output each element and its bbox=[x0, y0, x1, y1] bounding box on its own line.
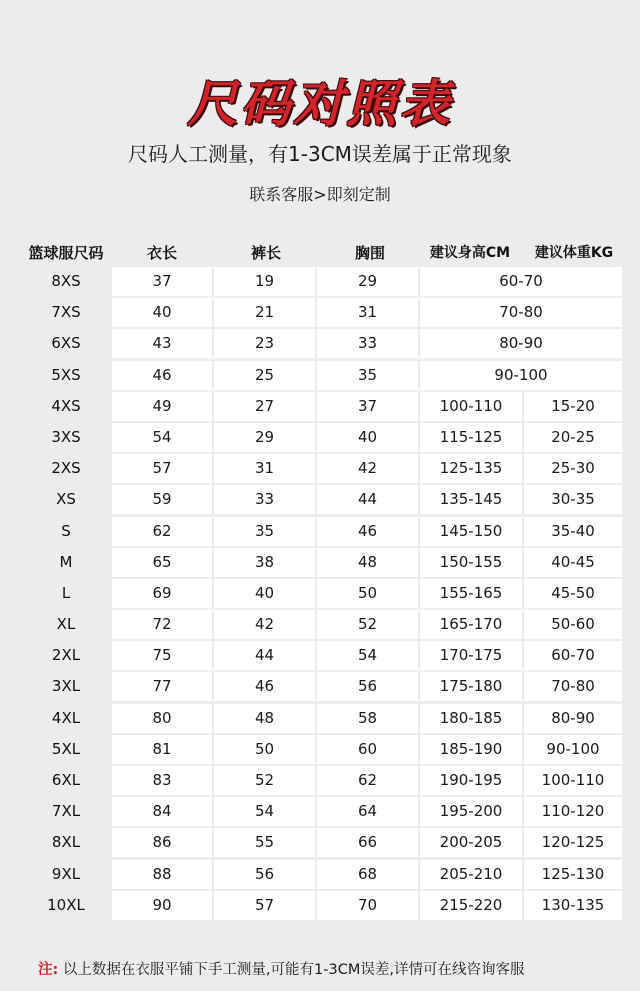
cell-pants-length: 50 bbox=[214, 735, 315, 764]
table-row bbox=[20, 548, 622, 579]
cell-weight: 130-135 bbox=[524, 891, 622, 920]
cell-chest: 70 bbox=[317, 891, 418, 920]
row-size: 2XL bbox=[51, 646, 81, 665]
cell-chest: 37 bbox=[317, 392, 418, 421]
cell-pants-length: 56 bbox=[214, 860, 315, 889]
cell-weight: 35-40 bbox=[524, 517, 622, 546]
cell-top-length: 84 bbox=[112, 797, 212, 826]
cell-height: 165-170 bbox=[420, 610, 522, 639]
cell-chest: 52 bbox=[317, 610, 418, 639]
cell-height: 215-220 bbox=[420, 891, 522, 920]
cell-weight: 60-70 bbox=[524, 641, 622, 670]
cell-weight: 40-45 bbox=[524, 548, 622, 577]
cell-pants-length: 33 bbox=[214, 485, 315, 514]
cell-pants-length: 40 bbox=[214, 579, 315, 608]
cell-weight: 80-90 bbox=[524, 704, 622, 733]
table-row bbox=[20, 485, 622, 516]
cell-pants-length: 42 bbox=[214, 610, 315, 639]
cell-top-length: 37 bbox=[112, 267, 212, 296]
cell-pants-length: 31 bbox=[214, 454, 315, 483]
cell-top-length: 90 bbox=[112, 891, 212, 920]
cell-chest: 62 bbox=[317, 766, 418, 795]
cell-chest: 56 bbox=[317, 672, 418, 701]
cell-height: 80-90 bbox=[420, 329, 622, 358]
row-size: 2XS bbox=[51, 459, 81, 478]
cell-height: 195-200 bbox=[420, 797, 522, 826]
cell-top-length: 46 bbox=[112, 361, 212, 390]
row-size: 10XL bbox=[47, 895, 85, 914]
table-row bbox=[20, 797, 622, 828]
table-row bbox=[20, 329, 622, 360]
cell-height: 155-165 bbox=[420, 579, 522, 608]
cell-weight: 25-30 bbox=[524, 454, 622, 483]
cell-top-length: 62 bbox=[112, 517, 212, 546]
table-row bbox=[20, 454, 622, 485]
header-size: 篮球服尺码 bbox=[28, 244, 104, 262]
cell-height: 60-70 bbox=[420, 267, 622, 296]
cell-top-length: 86 bbox=[112, 828, 212, 857]
row-size: 8XL bbox=[51, 833, 81, 852]
cell-chest: 33 bbox=[317, 329, 418, 358]
row-size: 7XL bbox=[51, 802, 81, 821]
cell-top-length: 69 bbox=[112, 579, 212, 608]
cell-chest: 44 bbox=[317, 485, 418, 514]
cell-height: 205-210 bbox=[420, 860, 522, 889]
cell-height: 150-155 bbox=[420, 548, 522, 577]
row-size: L bbox=[61, 583, 71, 602]
cell-weight: 20-25 bbox=[524, 423, 622, 452]
table-row bbox=[20, 579, 622, 610]
cell-weight: 15-20 bbox=[524, 392, 622, 421]
header-height: 建议身高CM bbox=[429, 245, 511, 261]
cell-pants-length: 35 bbox=[214, 517, 315, 546]
row-size: 5XS bbox=[51, 365, 81, 384]
header-chest: 胸围 bbox=[354, 244, 385, 262]
table-row bbox=[20, 610, 622, 641]
row-size: S bbox=[61, 521, 71, 540]
cell-top-length: 75 bbox=[112, 641, 212, 670]
table-row bbox=[20, 828, 622, 859]
row-size: 6XL bbox=[51, 771, 81, 789]
table-row bbox=[20, 672, 622, 703]
cell-pants-length: 23 bbox=[214, 329, 315, 358]
cell-pants-length: 21 bbox=[214, 298, 315, 327]
cell-chest: 40 bbox=[317, 423, 418, 452]
table-row bbox=[20, 423, 622, 454]
row-size: XS bbox=[56, 490, 76, 509]
cell-pants-length: 52 bbox=[214, 766, 315, 795]
cell-height: 70-80 bbox=[420, 298, 622, 327]
table-header-row bbox=[20, 237, 622, 267]
cell-top-length: 43 bbox=[112, 329, 212, 358]
row-size: 3XL bbox=[51, 677, 81, 696]
cell-height: 180-185 bbox=[420, 704, 522, 733]
cell-top-length: 77 bbox=[112, 672, 212, 701]
cell-height: 125-135 bbox=[420, 454, 522, 483]
row-size: 4XL bbox=[51, 708, 81, 727]
cell-weight: 125-130 bbox=[524, 860, 622, 889]
row-size: 7XS bbox=[51, 303, 81, 322]
header-weight: 建议体重KG bbox=[534, 245, 614, 261]
header-top-length: 衣长 bbox=[146, 244, 177, 262]
cell-pants-length: 44 bbox=[214, 641, 315, 670]
cell-top-length: 40 bbox=[112, 298, 212, 327]
cell-top-length: 59 bbox=[112, 485, 212, 514]
cell-height: 145-150 bbox=[420, 517, 522, 546]
cell-chest: 54 bbox=[317, 641, 418, 670]
cell-height: 190-195 bbox=[420, 766, 522, 795]
cell-pants-length: 54 bbox=[214, 797, 315, 826]
cell-chest: 31 bbox=[317, 298, 418, 327]
table-row bbox=[20, 298, 622, 329]
size-chart-table bbox=[20, 237, 622, 922]
cell-height: 90-100 bbox=[420, 361, 622, 390]
cell-top-length: 65 bbox=[112, 548, 212, 577]
cell-height: 100-110 bbox=[420, 392, 522, 421]
cell-top-length: 81 bbox=[112, 735, 212, 764]
table-row bbox=[20, 641, 622, 672]
contact-service-link[interactable]: 联系客服>即刻定制 bbox=[249, 185, 391, 204]
cell-pants-length: 57 bbox=[214, 891, 315, 920]
row-size: 6XS bbox=[51, 334, 81, 353]
cell-pants-length: 27 bbox=[214, 392, 315, 421]
cell-top-length: 49 bbox=[112, 392, 212, 421]
cell-weight: 45-50 bbox=[524, 579, 622, 608]
cell-chest: 50 bbox=[317, 579, 418, 608]
footer-note bbox=[38, 958, 524, 979]
cell-height: 170-175 bbox=[420, 641, 522, 670]
cell-pants-length: 46 bbox=[214, 672, 315, 701]
cell-height: 185-190 bbox=[420, 735, 522, 764]
cell-pants-length: 38 bbox=[214, 548, 315, 577]
note-label: 注: bbox=[38, 962, 59, 978]
header-pants-length: 裤长 bbox=[250, 244, 281, 262]
cell-chest: 29 bbox=[317, 267, 418, 296]
cell-top-length: 83 bbox=[112, 766, 212, 795]
cell-chest: 64 bbox=[317, 797, 418, 826]
cell-top-length: 57 bbox=[112, 454, 212, 483]
page-title: 尺码对照表 bbox=[187, 75, 453, 133]
cell-pants-length: 29 bbox=[214, 423, 315, 452]
cell-chest: 46 bbox=[317, 517, 418, 546]
cell-weight: 30-35 bbox=[524, 485, 622, 514]
row-size: M bbox=[59, 552, 73, 571]
table-row bbox=[20, 392, 622, 423]
measurement-subtitle: 尺码人工测量，有1-3CM误差属于正常现象 bbox=[128, 142, 512, 166]
cell-weight: 110-120 bbox=[524, 797, 622, 826]
row-size: XL bbox=[56, 615, 76, 634]
table-row bbox=[20, 267, 622, 298]
cell-pants-length: 48 bbox=[214, 704, 315, 733]
table-body bbox=[20, 267, 622, 922]
cell-chest: 42 bbox=[317, 454, 418, 483]
row-size: 8XS bbox=[51, 272, 81, 290]
cell-height: 115-125 bbox=[420, 423, 522, 452]
cell-top-length: 80 bbox=[112, 704, 212, 733]
cell-chest: 60 bbox=[317, 735, 418, 764]
cell-top-length: 88 bbox=[112, 860, 212, 889]
cell-height: 175-180 bbox=[420, 672, 522, 701]
cell-weight: 90-100 bbox=[524, 735, 622, 764]
row-size: 4XS bbox=[51, 396, 81, 415]
row-size: 3XS bbox=[51, 427, 81, 446]
table-row bbox=[20, 704, 622, 735]
cell-chest: 35 bbox=[317, 361, 418, 390]
cell-chest: 68 bbox=[317, 860, 418, 889]
cell-chest: 48 bbox=[317, 548, 418, 577]
row-size: 5XL bbox=[51, 739, 81, 758]
row-size: 9XL bbox=[51, 864, 81, 883]
cell-pants-length: 25 bbox=[214, 361, 315, 390]
table-row bbox=[20, 517, 622, 548]
table-row bbox=[20, 860, 622, 891]
table-row bbox=[20, 735, 622, 766]
table-row bbox=[20, 891, 622, 922]
cell-top-length: 72 bbox=[112, 610, 212, 639]
cell-top-length: 54 bbox=[112, 423, 212, 452]
table-row bbox=[20, 361, 622, 392]
cell-height: 200-205 bbox=[420, 828, 522, 857]
cell-chest: 58 bbox=[317, 704, 418, 733]
cell-height: 135-145 bbox=[420, 485, 522, 514]
cell-weight: 120-125 bbox=[524, 828, 622, 857]
cell-pants-length: 19 bbox=[214, 267, 315, 296]
table-row bbox=[20, 766, 622, 797]
cell-weight: 50-60 bbox=[524, 610, 622, 639]
cell-weight: 70-80 bbox=[524, 672, 622, 701]
cell-weight: 100-110 bbox=[524, 766, 622, 795]
cell-pants-length: 55 bbox=[214, 828, 315, 857]
cell-chest: 66 bbox=[317, 828, 418, 857]
note-text: 以上数据在衣服平铺下手工测量,可能有1-3CM误差,详情可在线咨询客服 bbox=[62, 962, 525, 978]
